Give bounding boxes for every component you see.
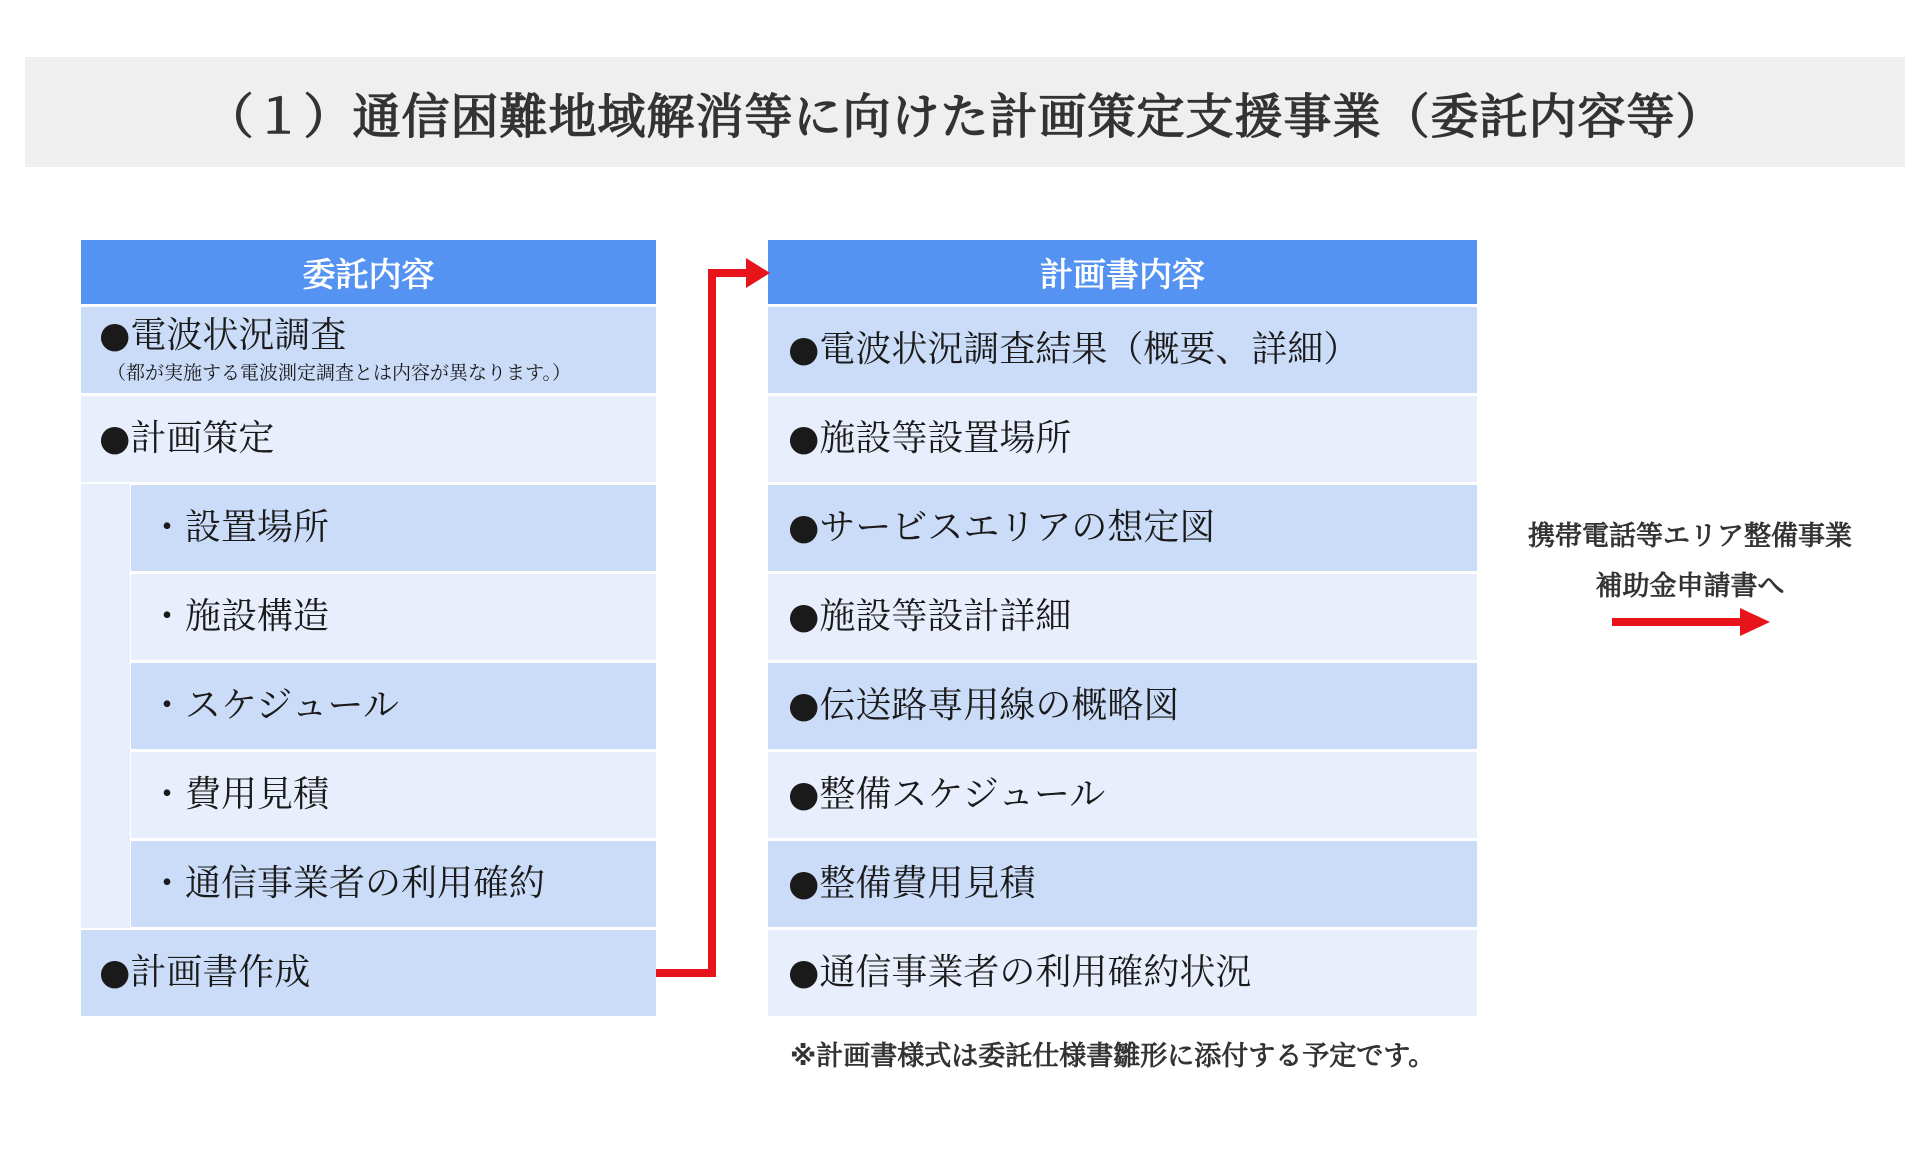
- plan-to-contents-arrow: [656, 273, 748, 973]
- right-item-label: ●通信事業者の利用確約状況: [788, 952, 1252, 994]
- title-bar: [25, 57, 1905, 167]
- right-panel-header: 計画書内容: [768, 240, 1477, 304]
- to-subsidy-arrowhead: [1740, 608, 1770, 636]
- right-item: [768, 574, 1477, 660]
- right-item-label: ●伝送路専用線の概略図: [788, 685, 1180, 727]
- left-subitem-cost: [131, 752, 656, 838]
- left-subitem-label: ・費用見積: [149, 774, 330, 816]
- right-item-label: ●整備スケジュール: [788, 774, 1106, 816]
- left-indent-spacer: [81, 484, 130, 928]
- right-item-label: ●施設等設計詳細: [788, 596, 1072, 638]
- side-note: [1500, 512, 1880, 612]
- left-item-label: ●電波状況調査: [99, 314, 347, 356]
- left-subitem-label: ・設置場所: [149, 507, 330, 549]
- right-item: [768, 752, 1477, 838]
- right-item-label: ●電波状況調査結果（概要、詳細）: [788, 329, 1360, 371]
- right-item: [768, 841, 1477, 927]
- left-subitem-label: ・スケジュール: [149, 685, 399, 727]
- right-item-label: ●サービスエリアの想定図: [788, 507, 1216, 549]
- right-item-label: ●整備費用見積: [788, 863, 1036, 905]
- right-item: [768, 396, 1477, 482]
- left-item-label: ●計画策定: [99, 418, 275, 460]
- left-item-label: ●計画書作成: [99, 952, 311, 994]
- right-item: [768, 930, 1477, 1016]
- right-item: [768, 307, 1477, 393]
- left-panel-header: 委託内容: [81, 240, 656, 304]
- left-item-plan-document: [81, 930, 656, 1016]
- left-item-note: （都が実施する電波測定調査とは内容が異なります。）: [107, 362, 571, 385]
- left-item-planning: [81, 396, 656, 482]
- right-item: [768, 663, 1477, 749]
- footnote: ※計画書様式は委託仕様書雛形に添付する予定です。: [790, 1041, 1436, 1072]
- side-note-line1: 携帯電話等エリア整備事業: [1528, 521, 1852, 552]
- left-subitem-structure: [131, 574, 656, 660]
- left-subitem-location: [131, 485, 656, 571]
- right-item-label: ●施設等設置場所: [788, 418, 1072, 460]
- side-note-line2: 補助金申請書へ: [1595, 571, 1785, 602]
- left-subitem-label: ・通信事業者の利用確約: [149, 863, 546, 905]
- plan-to-contents-arrowhead: [746, 258, 770, 288]
- left-subitem-label: ・施設構造: [149, 596, 330, 638]
- page-title: （１）通信困難地域解消等に向けた計画策定支援事業（委託内容等）: [205, 88, 1725, 145]
- left-subitem-schedule: [131, 663, 656, 749]
- left-subitem-carrier-commitment: [131, 841, 656, 927]
- left-item-radio-survey: [81, 307, 656, 393]
- right-item: [768, 485, 1477, 571]
